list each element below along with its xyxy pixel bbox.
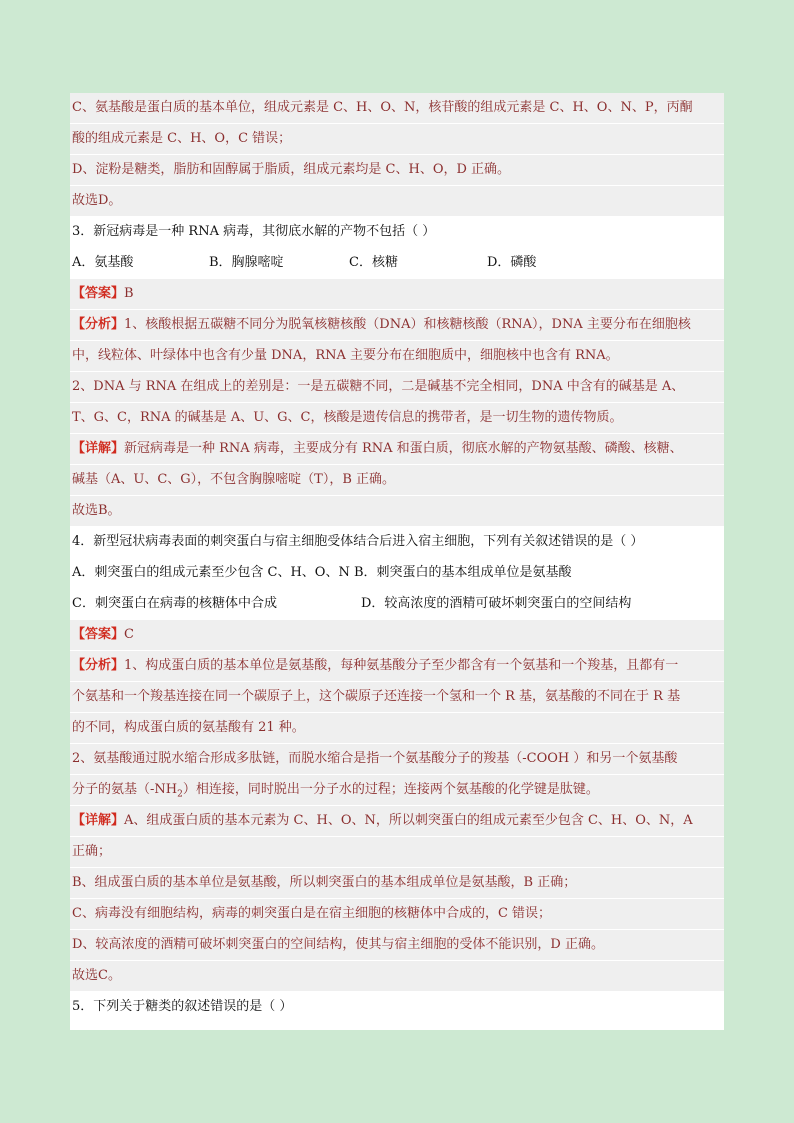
nh2-after: ）相连接，同时脱出一分子水的过程；连接两个氨基酸的化学键是肽键。 [182,782,599,797]
document-page [70,93,724,1030]
answer-value: C [124,627,134,642]
text-line: 新冠病毒是一种 RNA 病毒，主要成分有 RNA 和蛋白质，彻底水解的产物氨基酸、磷酸、核糖、 [124,441,683,456]
option-b: B．胸腺嘧啶 [209,255,284,270]
text-line: 酸的组成元素是 C、H、O，C 错误； [70,124,724,154]
analysis-line [70,310,724,340]
answer-line [70,620,724,650]
question-4-options-row2 [70,589,724,619]
detail-line [70,806,724,836]
text-line: 2、DNA 与 RNA 在组成上的差别是：一是五碳糖不同，二是碱基不完全相同，DNA 中含有的碱基是 A、 [70,372,724,402]
text-line: D、较高浓度的酒精可破坏刺突蛋白的空间结构，使其与宿主细胞的受体不能识别，D 正确。 [70,930,724,960]
nh2-before: 分子的氨基（-NH [72,782,178,797]
text-line [70,775,724,805]
text-line: 故选B。 [70,496,724,526]
question-5-stem: 5．下列关于糖类的叙述错误的是（ ） [72,999,293,1014]
question-3-stem: 3．新冠病毒是一种 RNA 病毒，其彻底水解的产物不包括（ ） [72,224,436,239]
option-d: D．较高浓度的酒精可破坏刺突蛋白的空间结构 [361,596,632,611]
text-line: D、淀粉是糖类，脂肪和固醇属于脂质，组成元素均是 C、H、O，D 正确。 [70,155,724,185]
question-3-options [70,248,724,278]
text-line: T、G、C，RNA 的碱基是 A、U、G、C，核酸是遗传信息的携带者，是一切生物的遗传物质。 [70,403,724,433]
text-line: 故选D。 [70,186,724,216]
nh2-subscript: 2 [177,789,183,800]
detail-tag: 【详解】 [72,813,125,828]
text-line: 1、构成蛋白质的基本单位是氨基酸，每种氨基酸分子至少都含有一个氨基和一个羧基，且都有一 [124,658,679,673]
text-line: 正确； [70,837,724,867]
answer-value: B [124,286,134,301]
option-c: C．核糖 [349,255,398,270]
question-4-stem: 4．新型冠状病毒表面的刺突蛋白与宿主细胞受体结合后进入宿主细胞，下列有关叙述错误的是（ ） [72,534,644,549]
option-d: D．磷酸 [487,255,537,270]
answer-tag: 【答案】 [72,286,125,301]
text-line: 的不同，构成蛋白质的氨基酸有 21 种。 [70,713,724,743]
text-line: B、组成蛋白质的基本单位是氨基酸，所以刺突蛋白的基本组成单位是氨基酸，B 正确； [70,868,724,898]
answer-line [70,279,724,309]
analysis-line [70,651,724,681]
question-4-options-row1: A．刺突蛋白的组成元素至少包含 C、H、O、N B．刺突蛋白的基本组成单位是氨基酸 [72,565,572,580]
analysis-tag: 【分析】 [72,658,125,673]
text-line: 碱基（A、U、C、G），不包含胸腺嘧啶（T），B 正确。 [70,465,724,495]
option-c: C．刺突蛋白在病毒的核糖体中合成 [72,596,277,611]
answer-tag: 【答案】 [72,627,125,642]
detail-tag: 【详解】 [72,441,125,456]
text-line: C、氨基酸是蛋白质的基本单位，组成元素是 C、H、O、N，核苷酸的组成元素是 C、H、O、N、P，丙酮 [70,93,724,123]
option-a: A．氨基酸 [72,255,134,270]
text-line: 2、氨基酸通过脱水缩合形成多肽链，而脱水缩合是指一个氨基酸分子的羧基（-COOH ）和另一个氨基酸 [70,744,724,774]
text-line: 故选C。 [70,961,724,991]
text-line: C、病毒没有细胞结构，病毒的刺突蛋白是在宿主细胞的核糖体中合成的，C 错误； [70,899,724,929]
text-line: A、组成蛋白质的基本元素为 C、H、O、N，所以刺突蛋白的组成元素至少包含 C、H、O、N，A [124,813,693,828]
text-line: 中，线粒体、叶绿体中也含有少量 DNA，RNA 主要分布在细胞质中，细胞核中也含有 RNA。 [70,341,724,371]
detail-line [70,434,724,464]
text-line: 1、核酸根据五碳糖不同分为脱氧核糖核酸（DNA）和核糖核酸（RNA），DNA 主要分布在细胞核 [124,317,691,332]
text-line: 个氨基和一个羧基连接在同一个碳原子上，这个碳原子还连接一个氢和一个 R 基，氨基酸的不同在于 R 基 [70,682,724,712]
analysis-tag: 【分析】 [72,317,125,332]
